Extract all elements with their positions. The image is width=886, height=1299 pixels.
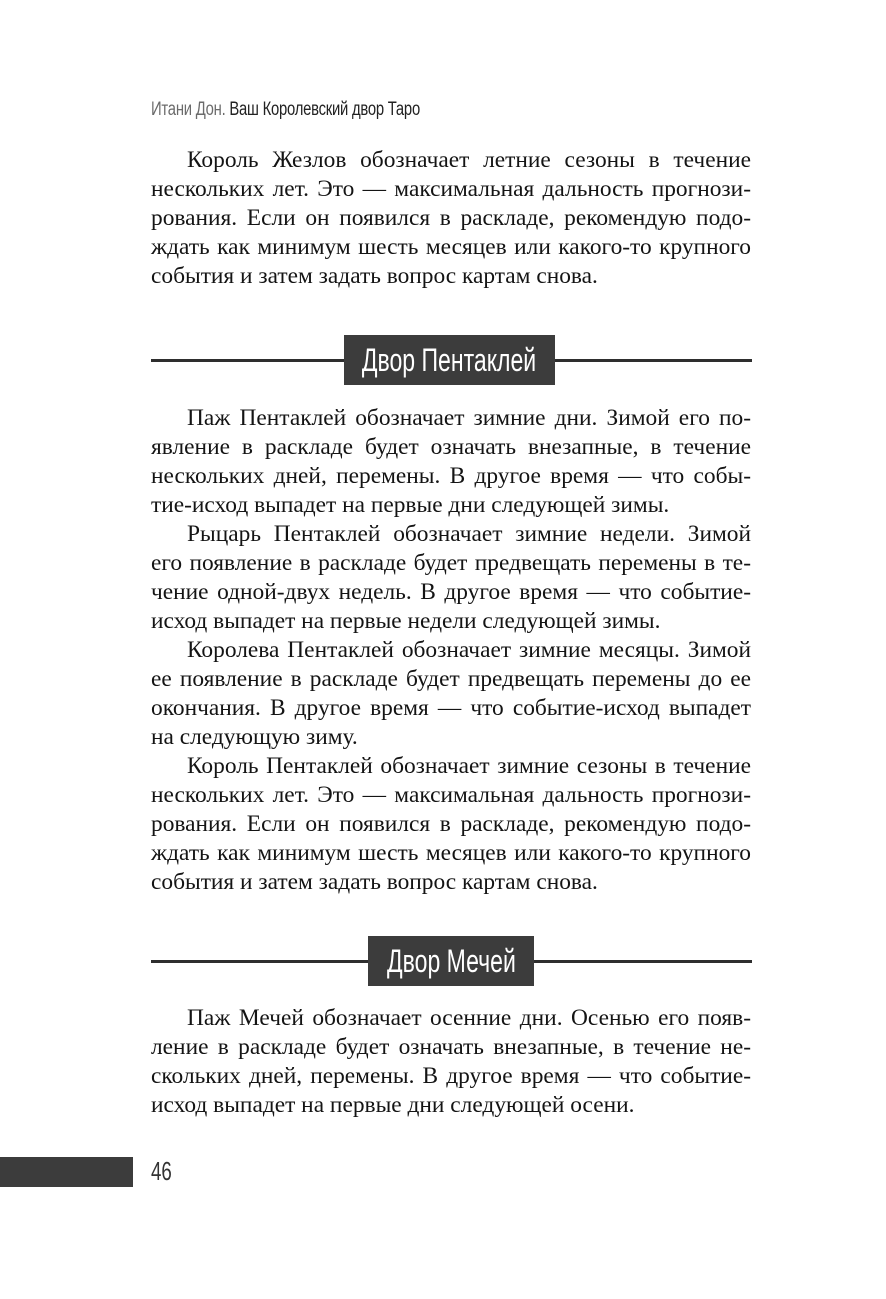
paragraph: Король Жезлов обозначает летние сезоны в течение нескольких лет. Это — максимальная дальность прогнозирования. Если он появился в раскладе, рекомендую подождать как минимум шесть месяцев или какого-то крупного события и затем задать вопрос картам снова. bbox=[151, 147, 751, 289]
section-text-pentacles bbox=[151, 404, 751, 897]
section-text-swords bbox=[151, 1004, 751, 1120]
heading-label: Двор Мечей bbox=[386, 942, 516, 979]
paragraph: Паж Пентаклей обозначает зимние дни. Зимой его появление в раскладе будет означать внезапные, в течение нескольких дней, перемены. В другое время — что событие-исход выпадет на первые дни следующей зимы. bbox=[151, 405, 751, 518]
page-tab bbox=[0, 1157, 133, 1187]
heading-label: Двор Пентаклей bbox=[362, 341, 537, 378]
heading-label-box bbox=[368, 936, 534, 986]
section-heading-pentacles bbox=[151, 335, 752, 385]
running-head-author: Итани Дон. bbox=[151, 99, 226, 120]
running-head bbox=[151, 99, 420, 121]
paragraph: Рыцарь Пентаклей обозначает зимние недели. Зимой его появление в раскладе будет предвещать перемены в течение одной-двух недель. В другое время — что событие-исход выпадет на первые недели следующей зимы. bbox=[151, 521, 751, 634]
running-head-book-title: Ваш Королевский двор Таро bbox=[229, 99, 420, 120]
section-heading-swords bbox=[151, 936, 752, 986]
page-number: 46 bbox=[151, 1156, 172, 1186]
paragraph: Паж Мечей обозначает осенние дни. Осенью его появление в раскладе будет означать внезапные, в течение нескольких дней, перемены. В другое время — что событие-исход выпадет на первые дни следующей осени. bbox=[151, 1005, 751, 1118]
paragraph: Королева Пентаклей обозначает зимние месяцы. Зимой ее появление в раскладе будет предвещать перемены до ее окончания. В другое время — что событие-исход выпадет на следующую зиму. bbox=[151, 637, 751, 750]
heading-label-box bbox=[344, 335, 555, 385]
intro-text bbox=[151, 146, 751, 291]
paragraph: Король Пентаклей обозначает зимние сезоны в течение нескольких лет. Это — максимальная дальность прогнозирования. Если он появился в раскладе, рекомендую подождать как минимум шесть месяцев или какого-то крупного события и затем задать вопрос картам снова. bbox=[151, 753, 751, 895]
